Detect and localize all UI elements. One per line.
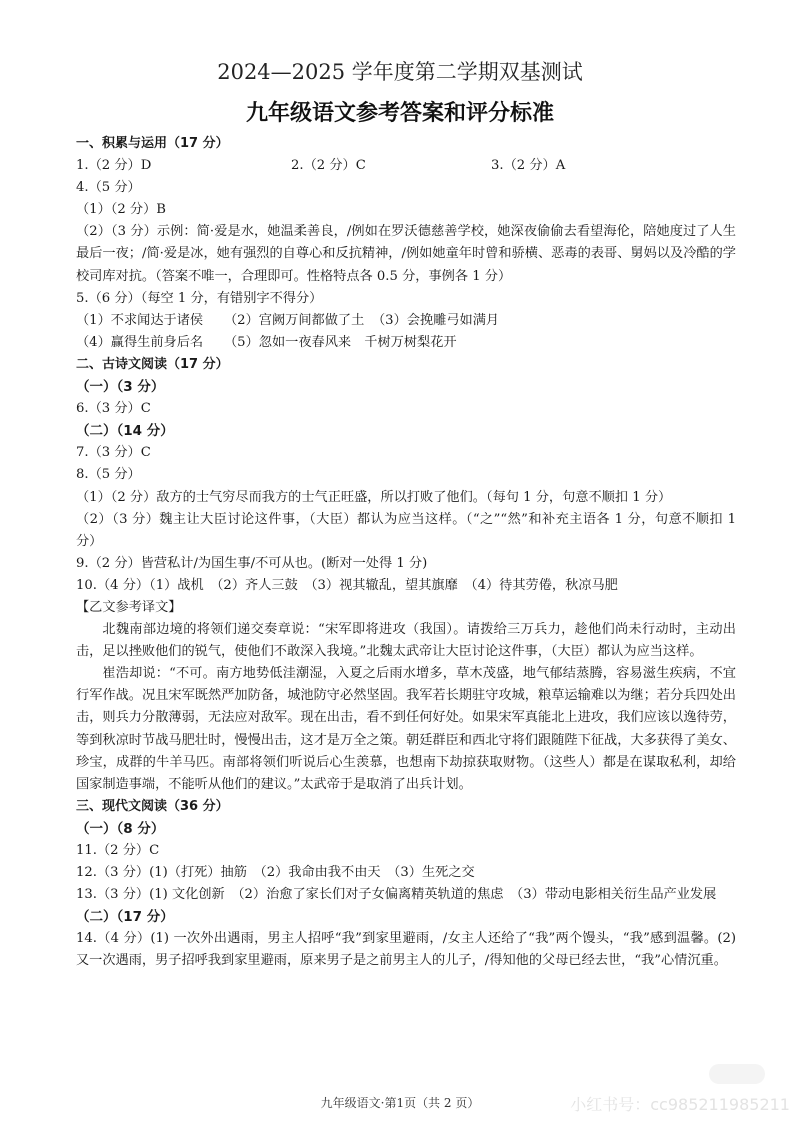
answer-q5-3: （3）会挽雕弓如满月 xyxy=(372,312,500,328)
section-heading-1: 一、积累与运用（17 分） xyxy=(76,136,229,151)
answer-q10: 10.（4 分）（1）战机 （2）齐人三鼓 （3）视其辙乱，望其旗靡 （4）待其劳倦，秋凉马肥 xyxy=(76,577,618,593)
answer-q4: 4.（5 分） xyxy=(76,180,141,196)
section-heading-3: 三、现代文阅读（36 分） xyxy=(76,798,229,814)
answer-q4-2: （2）（3 分）示例：简·爱是水，她温柔善良，/例如在罗沃德慈善学校，她深夜偷偷去看望海伦，陪她度过了人生最后一夜；/简·爱是冰，她有强烈的自尊心和反抗精神，/例如她童年时曾和骄横、恶毒的表哥、舅妈以及冷酷的学校司库对抗。（答案不唯一，合理即可。性格特点各 0.5 分，事例各 1 分） xyxy=(76,224,736,284)
answer-key-title: 九年级语文参考答案和评分标准 xyxy=(245,101,554,126)
answer-q3: 3.（2 分）A xyxy=(491,158,566,174)
translation-paragraph-1: 北魏南部边境的将领们递交奏章说：“宋军即将进攻（我国）。请拨给三万兵力，趁他们尚未行动时，主动出击，足以挫败他们的锐气，使他们不敢深入我境。”北魏太武帝让大臣讨论这件事，（大臣）都认为应当这样。 xyxy=(76,622,736,660)
answer-q5-4: （4）赢得生前身后名 xyxy=(76,334,204,350)
answer-q5-row1 xyxy=(76,310,736,332)
answer-q4-1: （1）（2 分）B xyxy=(76,202,167,218)
answer-q14: 14.（4 分）(1) 一次外出遇雨，男主人招呼“我”到家里避雨，/女主人还给了“我”两个馒头，“我”感到温馨。(2) 又一次遇雨，男子招呼我到家里避雨，原来男子是之前男主人的儿子，/得知他的父母已经去世，“我”心情沉重。 xyxy=(76,931,736,969)
watermark-text: 小红书号：cc985211985211 xyxy=(570,1095,790,1114)
answer-q13: 13.（3 分）(1) 文化创新 （2）治愈了家长们对子女偏离精英轨道的焦虑 （3）带动电影相关衍生品产业发展 xyxy=(76,887,717,903)
answer-q5-5: （5）忽如一夜春风来 千树万树梨花开 xyxy=(224,334,457,350)
exam-title: 2024—2025 学年度第二学期双基测试 xyxy=(217,60,583,84)
answer-q5-2: （2）宫阙万间都做了土 xyxy=(224,312,365,328)
answer-q6: 6.（3 分）C xyxy=(76,401,151,417)
answer-q2: 2.（2 分）C xyxy=(291,158,366,174)
answer-q1: 1.（2 分）D xyxy=(76,158,152,174)
answer-q5-row2 xyxy=(76,332,736,354)
answer-q8-1: （1）（2 分）敌方的士气穷尽而我方的士气正旺盛，所以打败了他们。（每句 1 分，句意不顺扣 1 分） xyxy=(76,489,672,505)
subsection-3-2: （二）（17 分） xyxy=(76,909,174,926)
answer-q5-1: （1）不求闻达于诸侯 xyxy=(76,312,204,328)
page-footer: 九年级语文·第1页（共 2 页） xyxy=(320,1096,480,1110)
watermark-logo-icon xyxy=(709,1064,765,1084)
answer-q8-2: （2）（3 分）魏主让大臣讨论这件事，（大臣）都认为应当这样。（“之”“然”和补充主语各 1 分，句意不顺扣 1 分） xyxy=(76,511,736,549)
answer-q9: 9.（2 分）皆营私计/为国生事/不可从也。(断对一处得 1 分) xyxy=(76,555,428,571)
subsection-2-2: （二）（14 分） xyxy=(76,423,174,440)
subsection-3-1: （一）（8 分） xyxy=(76,820,165,837)
answer-q7: 7.（3 分）C xyxy=(76,445,151,461)
translation-paragraph-2: 崔浩却说：“不可。南方地势低洼潮湿，入夏之后雨水增多，草木茂盛，地气郁结蒸腾，容易滋生疾病，不宜行军作战。况且宋军既然严加防备，城池防守必然坚固。我军若长期驻守攻城，粮草运输难以为继；若分兵四处出击，则兵力分散薄弱，无法应对敌军。现在出击，看不到任何好处。如果宋军真能北上进攻，我们应该以逸待劳，等到秋凉时节战马肥壮时，慢慢出击，这才是万全之策。朝廷群臣和西北守将们跟随陛下征战，大多获得了美女、珍宝，成群的牛羊马匹。南部将领们听说后心生羡慕，也想南下劫掠获取财物。（这些人）都是在谋取私利，却给国家制造事端，不能听从他们的建议。”太武帝于是取消了出兵计划。 xyxy=(76,666,736,792)
answer-q11: 11.（2 分）C xyxy=(76,843,160,858)
subsection-2-1: （一）（3 分） xyxy=(76,379,165,396)
answer-q8: 8.（5 分） xyxy=(76,467,141,483)
translation-heading: 【乙文参考译文】 xyxy=(76,599,182,615)
answer-q12: 12.（3 分）(1)（打死）抽筋 （2）我命由我不由天 （3）生死之交 xyxy=(76,865,475,881)
answer-q5: 5.（6 分）（每空 1 分，有错别字不得分） xyxy=(76,290,323,306)
answers-row-1-3 xyxy=(76,155,736,177)
document-body xyxy=(76,133,736,973)
section-heading-2: 二、古诗文阅读（17 分） xyxy=(76,356,229,372)
